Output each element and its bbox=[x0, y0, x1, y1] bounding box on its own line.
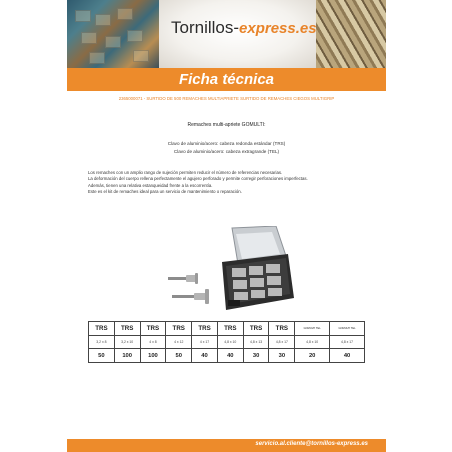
type-cell: TRS bbox=[192, 322, 218, 336]
description bbox=[88, 170, 388, 196]
type-cell: TRS bbox=[243, 322, 269, 336]
type-cell: TRS bbox=[269, 322, 295, 336]
page-title: Ficha técnica bbox=[178, 71, 275, 88]
logo-accent-text: express.es bbox=[239, 20, 317, 37]
description-line: La deformación del cuerpo rellena perfectamente el agujero perforado y permite corregir perforaciones imperfectas. bbox=[88, 176, 308, 182]
title-bar bbox=[67, 68, 386, 91]
quantity-cell: 30 bbox=[243, 349, 269, 363]
quantity-cell: 100 bbox=[114, 349, 140, 363]
rivet-tel-image bbox=[172, 289, 218, 305]
rivet-trs-image bbox=[168, 272, 202, 286]
tools-photo bbox=[67, 0, 159, 68]
table-row-types bbox=[89, 322, 365, 336]
header-banner bbox=[67, 0, 386, 68]
quantity-cell: 30 bbox=[269, 349, 295, 363]
type-cell: TRS bbox=[166, 322, 192, 336]
description-line: Los remaches con un amplio rango de sujeción permiten reducir el número de referencias necesarias. bbox=[88, 170, 283, 175]
size-cell: 4,8 x 10 bbox=[217, 336, 243, 349]
size-cell: 4 x 12 bbox=[166, 336, 192, 349]
product-code: 2365000071 - SURTIDO DE 500 REMACHES MULTIAPRIETE SURTIDO DE REMACHES CIEGOS MULTIGRIP bbox=[118, 96, 335, 101]
size-cell: 4 x 8 bbox=[140, 336, 166, 349]
brand-logo bbox=[171, 18, 317, 38]
type-cell: GOMULTI TEL bbox=[295, 322, 330, 336]
type-cell: TRS bbox=[114, 322, 140, 336]
quantity-cell: 40 bbox=[217, 349, 243, 363]
size-cell: 4,8 x 17 bbox=[330, 336, 365, 349]
specs-table bbox=[88, 321, 365, 363]
contact-email-link[interactable]: servicio.al.cliente@tornillos-express.es bbox=[255, 441, 368, 447]
description-line: Este es el kit de remaches ideal para un servicio de mantenimiento o reparación. bbox=[88, 189, 242, 195]
size-cell: 3,2 x 10 bbox=[114, 336, 140, 349]
quantity-cell: 50 bbox=[89, 349, 115, 363]
size-cell: 4,8 x 17 bbox=[269, 336, 295, 349]
size-cell: 3,2 x 8 bbox=[89, 336, 115, 349]
description-line: Además, tienen una relativa estanqueidad frente a la escorrentía. bbox=[88, 182, 213, 188]
quantity-cell: 40 bbox=[192, 349, 218, 363]
size-cell: 4,8 x 10 bbox=[295, 336, 330, 349]
rivet-type-tel: Clavo de aluminio/acero: cabeza extragrande (TEL) bbox=[173, 148, 280, 154]
type-cell: TRS bbox=[89, 322, 115, 336]
logo-main-text: Tornillos- bbox=[171, 18, 240, 37]
size-cell: 4,8 x 13 bbox=[243, 336, 269, 349]
quantity-cell: 40 bbox=[330, 349, 365, 363]
quantity-cell: 100 bbox=[140, 349, 166, 363]
quantity-cell: 20 bbox=[295, 349, 330, 363]
quantity-cell: 50 bbox=[166, 349, 192, 363]
rivet-type-trs: Clavo de aluminio/acero: cabeza redonda estándar (TRS) bbox=[167, 141, 286, 146]
rivet-types bbox=[67, 140, 386, 155]
type-cell: GOMULTI TEL bbox=[330, 322, 365, 336]
table-row-quantities bbox=[89, 349, 365, 363]
size-cell: 4 x 17 bbox=[192, 336, 218, 349]
rivet-case-image bbox=[218, 226, 296, 314]
footer-bar bbox=[67, 439, 386, 452]
table-row-sizes bbox=[89, 336, 365, 349]
type-cell: TRS bbox=[140, 322, 166, 336]
type-cell: TRS bbox=[217, 322, 243, 336]
screws-photo bbox=[316, 0, 386, 68]
product-subtitle: Remaches multi-apriete GOMULTI: bbox=[187, 122, 266, 128]
